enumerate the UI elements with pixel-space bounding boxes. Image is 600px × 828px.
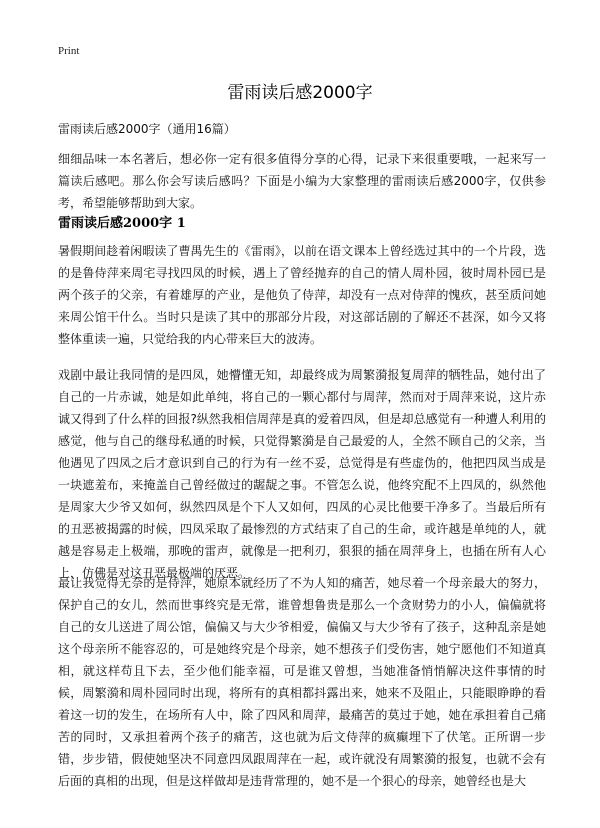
body-paragraph: 暑假期间趁着闲暇读了曹禺先生的《雷雨》，以前在语文课本上曾经选过其中的一个片段，选的是鲁侍萍来周宅寻找四凤的时候，遇上了曾经抛弃的自己的情人周朴园，彼时周朴园已是两个孩子的父亲，有着雄厚的产业，是他负了侍萍，却没有一点对侍萍的愧疚，甚至质问她来周公馆干什么。当时只是读了其中的那部分片段，对这部话剧的了解还不甚深，如今又将整体重读一遍，只觉给我的内心带来巨大的波涛。: [58, 244, 546, 346]
intro-paragraph: 细细品味一本名著后，想必你一定有很多值得分享的心得，记录下来很重要哦，一起来写一篇读后感吧。那么你会写读后感吗？下面是小编为大家整理的雷雨读后感2000字，仅供参考，希望能够帮助到大家。: [58, 152, 546, 210]
page-title: 雷雨读后感2000字: [227, 83, 373, 103]
body-paragraph: 最让我觉得无奈的是侍萍，她原本就经历了不为人知的痛苦，她尽着一个母亲最大的努力，保护自己的女儿，然而世事终究是无常，谁曾想鲁贵是那么一个贪财势力的小人，偏偏就将自己的女儿送进了周公馆，偏偏又与大少爷相爱，偏偏又与大少爷有了孩子，这种乱亲是她这个母亲所不能容忍的，可是她终究是个母亲，她不想孩子们受伤害，她宁愿他们不知道真相，就这样苟且下去，至少他们能幸福，可是谁又曾想，当她准备悄悄解决这件事情的时候，周繁漪和周朴园同时出现，将所有的真相都抖露出来，她来不及阻止，只能眼睁睁的看着这一切的发生，在场所有人中，除了四风和周萍，最痛苦的莫过于她，她在承担着自己痛苦的同时，又承担着两个孩子的痛苦，这也就为后文侍萍的疯癫埋下了伏笔。正所谓一步错，步步错，假使她坚决不同意四凤跟周萍在一起，或许就没有周繁漪的报复，也就不会有后面的真相的出现，但是这样做却是违背常理的，她不是一个狠心的母亲，她曾经也是大: [58, 576, 546, 788]
section-heading: 雷雨读后感2000字 1: [58, 216, 186, 231]
document-subtitle: 雷雨读后感2000字（通用16篇）: [58, 122, 236, 136]
print-label: Print: [58, 45, 80, 57]
body-paragraph: 戏剧中最让我同情的是四凤，她懵懂无知，却最终成为周繁漪报复周萍的牺牲品，她付出了自己的一片赤诚，她是如此单纯，将自己的一颗心都付与周萍，然而对于周萍来说，这片赤诚又得到了什么样的回报?纵然我相信周萍是真的爱着四凤，但是却总感觉有一种遭人利用的感觉，他与自己的继母私通的时候，只觉得繁漪是自己最爱的人，全然不顾自己的父亲，当他遇见了四凤之后才意识到自己的行为有一丝不妥，总觉得是有些虚伪的，他把四凤当成是一块遮羞布，来掩盖自己曾经做过的龌龊之事。不管怎么说，他终究配不上四凤的，纵然他是周家大少爷又如何，纵然四凤是个下人又如何，四凤的心灵比他要干净多了。当最后所有的丑恶被揭露的时候，四凤采取了最惨烈的方式结束了自己的生命，或许越是单纯的人，就越是容易走上极端，那晚的雷声，就像是一把利刃，狠狠的插在周萍身上，也插在所有人心上，仿佛是对这丑恶最极端的厌恶。: [58, 368, 546, 580]
